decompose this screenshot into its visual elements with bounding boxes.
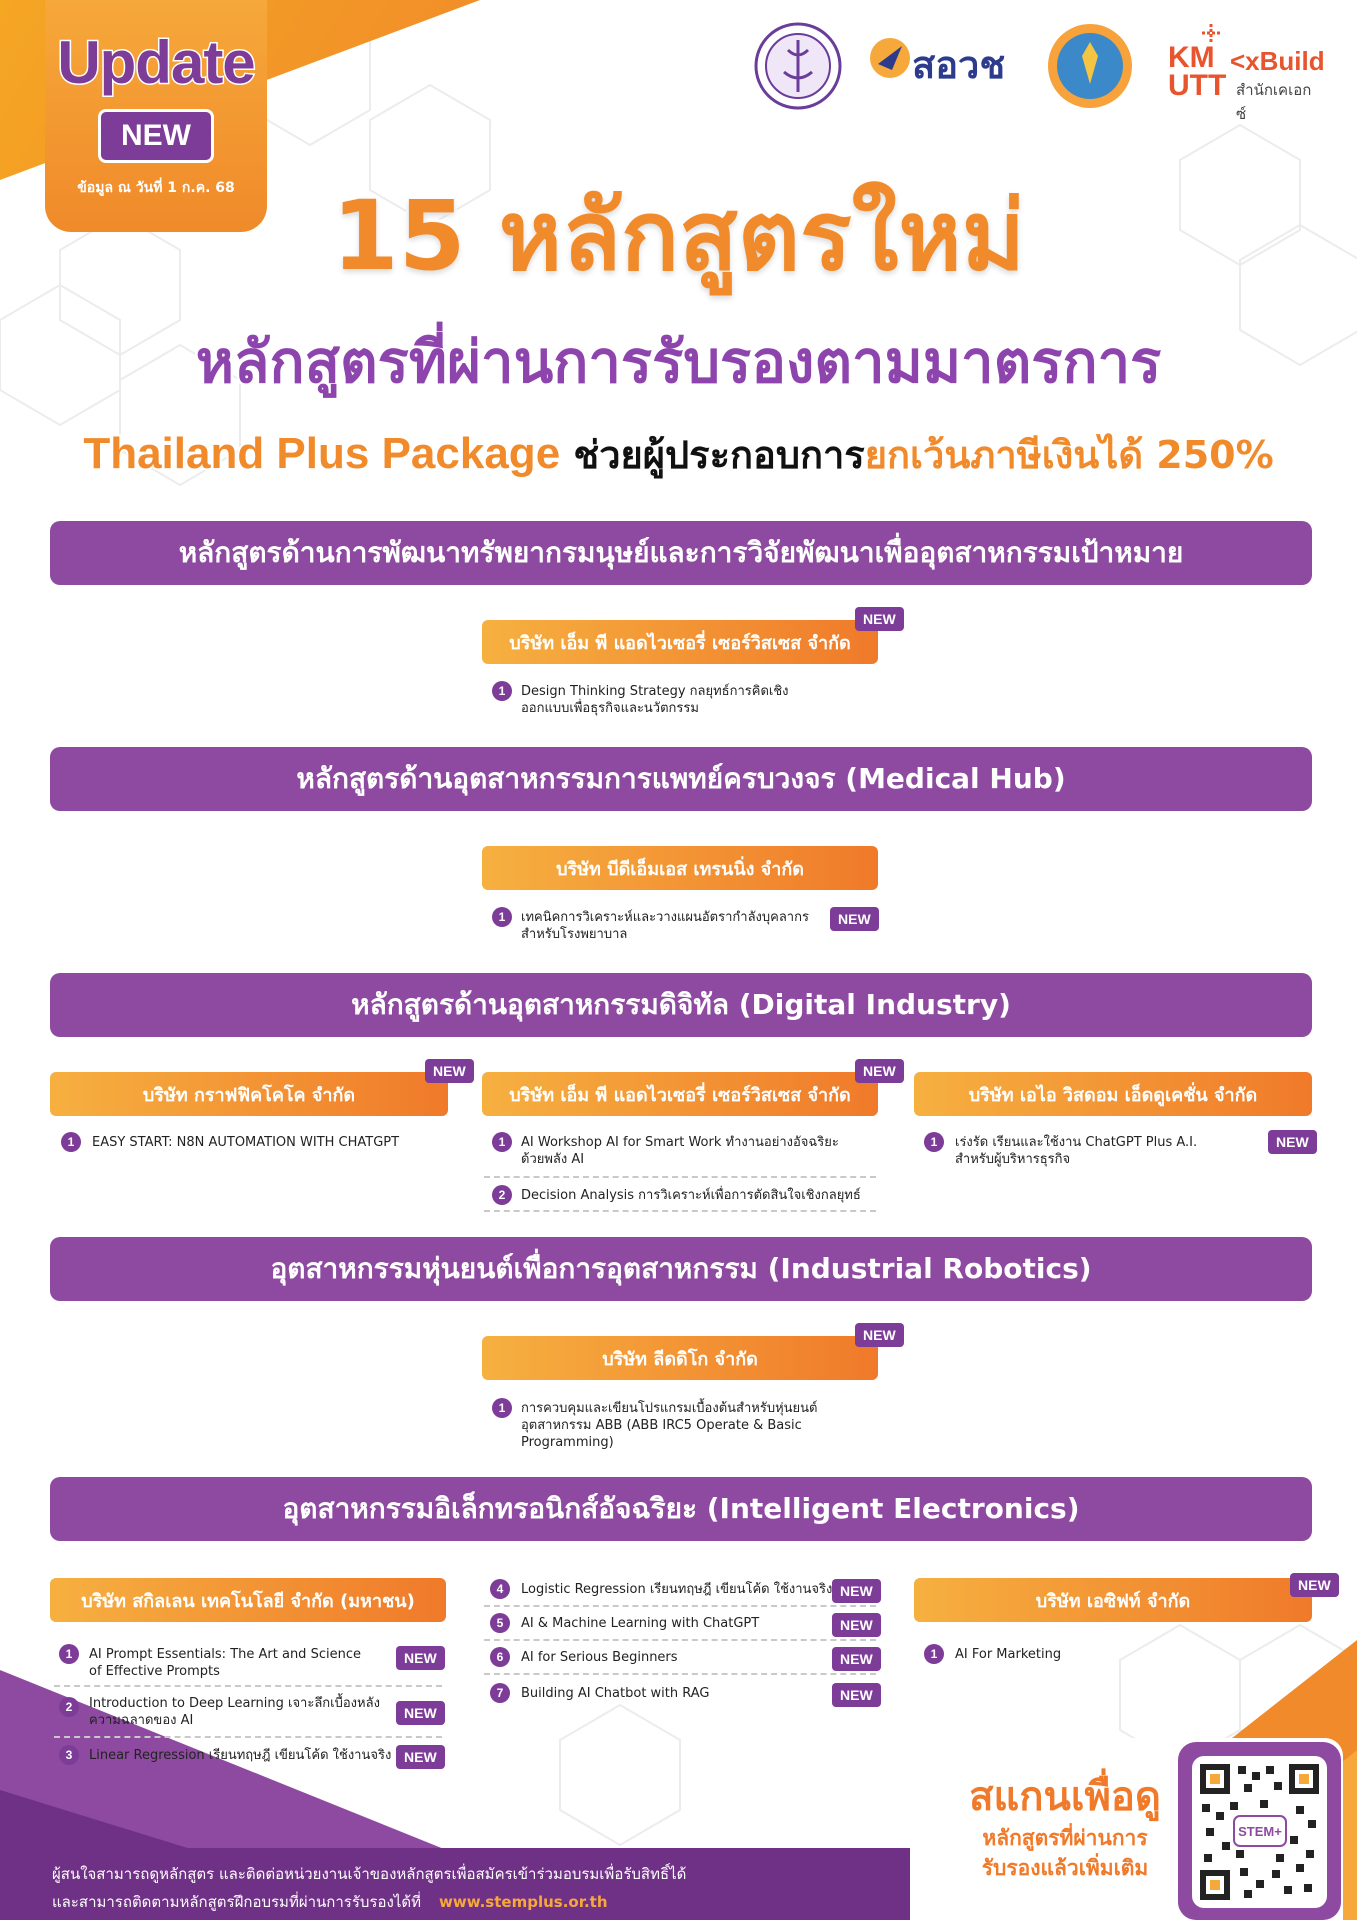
new-tag: NEW bbox=[855, 607, 904, 631]
course-number: 4 bbox=[490, 1579, 510, 1599]
company-skillane: บริษัท สกิลเลน เทคโนโลยี จำกัด (มหาชน) bbox=[50, 1578, 446, 1622]
new-tag: NEW bbox=[855, 1323, 904, 1347]
xbuild-subtitle: สำนักเคเอกซ์ bbox=[1236, 81, 1312, 123]
divider bbox=[484, 1639, 876, 1641]
course-line: Design Thinking Strategy กลยุทธ์การคิดเชิง bbox=[521, 684, 789, 699]
sorwor-arrow-logo bbox=[870, 36, 910, 80]
course-number: 1 bbox=[492, 1398, 512, 1418]
course-number: 1 bbox=[59, 1644, 79, 1664]
course-number: 2 bbox=[492, 1185, 512, 1205]
course-number: 1 bbox=[924, 1644, 944, 1664]
section-digital-industry: หลักสูตรด้านอุตสาหกรรมดิจิทัล (Digital Industry) bbox=[50, 973, 1312, 1037]
kmutt-logo: KM UTT bbox=[1168, 41, 1227, 102]
kmutt-plus-icon bbox=[1200, 22, 1222, 44]
course-line: of Effective Prompts bbox=[89, 1664, 220, 1679]
course-item[interactable] bbox=[521, 909, 809, 943]
course-line: สำหรับผู้บริหารธุรกิจ bbox=[955, 1152, 1071, 1167]
divider bbox=[484, 1673, 876, 1675]
qr-logo-text: STEM+ bbox=[1238, 1824, 1282, 1839]
course-line: การควบคุมและเขียนโปรแกรมเบื้องต้นสำหรับหุ่นยนต์ bbox=[521, 1401, 818, 1416]
course-line: อุตสาหกรรม ABB (ABB IRC5 Operate & Basic bbox=[521, 1418, 802, 1433]
course-item[interactable]: Decision Analysis การวิเคราะห์เพื่อการตัดสินใจเชิงกลยุทธ์ bbox=[521, 1188, 861, 1203]
course-number: 7 bbox=[490, 1683, 510, 1703]
course-line: AI Prompt Essentials: The Art and Science bbox=[89, 1647, 361, 1662]
company-ai-wisdom: บริษัท เอไอ วิสดอม เอ็ดดูเคชั่น จำกัด bbox=[914, 1072, 1312, 1116]
qr-code bbox=[1192, 1756, 1327, 1908]
course-line: ออกแบบเพื่อธุรกิจและนวัตกรรม bbox=[521, 701, 699, 716]
course-item[interactable]: Building AI Chatbot with RAG bbox=[521, 1686, 710, 1701]
footer-link[interactable]: www.stemplus.or.th bbox=[439, 1893, 608, 1911]
divider bbox=[484, 1210, 876, 1212]
new-tag: NEW bbox=[1290, 1573, 1339, 1597]
divider bbox=[484, 1176, 876, 1178]
new-tag: NEW bbox=[832, 1647, 881, 1671]
xbuild-logo: <xBuild bbox=[1230, 46, 1325, 76]
new-tag: NEW bbox=[832, 1579, 881, 1603]
course-item[interactable] bbox=[521, 1134, 839, 1168]
course-number: 3 bbox=[59, 1745, 79, 1765]
date-text: ข้อมูล ณ วันที่ 1 ก.ค. 68 bbox=[77, 180, 235, 196]
course-number: 1 bbox=[492, 1132, 512, 1152]
course-number: 6 bbox=[490, 1647, 510, 1667]
partner-logos bbox=[750, 22, 1325, 123]
main-title: 15 หลักสูตรใหม่ bbox=[331, 180, 1026, 292]
course-item[interactable]: AI & Machine Learning with ChatGPT bbox=[521, 1616, 760, 1631]
course-item[interactable]: EASY START: N8N AUTOMATION WITH CHATGPT bbox=[92, 1135, 400, 1150]
section-hr-rd: หลักสูตรด้านการพัฒนาทรัพยากรมนุษย์และการวิจัยพัฒนาเพื่ออุตสาหกรรมเป้าหมาย bbox=[50, 521, 1312, 585]
course-item[interactable] bbox=[89, 1695, 380, 1729]
sub-title: หลักสูตรที่ผ่านการรับรองตามมาตรการ bbox=[195, 328, 1162, 396]
course-number: 2 bbox=[59, 1697, 79, 1717]
new-tag: NEW bbox=[855, 1059, 904, 1083]
section-industrial-robotics: อุตสาหกรรมหุ่นยนต์เพื่อการอุตสาหกรรม (Industrial Robotics) bbox=[50, 1237, 1312, 1301]
sorwor-logo-text: สอวช bbox=[912, 43, 1006, 87]
course-item[interactable]: AI For Marketing bbox=[955, 1647, 1062, 1662]
new-tag: NEW bbox=[830, 907, 879, 931]
course-line: ความฉลาดของ AI bbox=[89, 1713, 194, 1728]
new-tag: NEW bbox=[425, 1059, 474, 1083]
course-line: Introduction to Deep Learning เจาะลึกเบื้องหลัง bbox=[89, 1696, 380, 1711]
course-line: AI Workshop AI for Smart Work ทำงานอย่างอัจฉริยะ bbox=[521, 1135, 839, 1150]
new-tag: NEW bbox=[396, 1701, 445, 1725]
section-intelligent-electronics: อุตสาหกรรมอิเล็กทรอนิกส์อัจฉริยะ (Intelligent Electronics) bbox=[50, 1477, 1312, 1541]
company-asift: บริษัท เอซิฟท์ จำกัด bbox=[914, 1578, 1312, 1622]
course-number: 5 bbox=[490, 1613, 510, 1633]
course-item[interactable]: Linear Regression เรียนทฤษฎี เขียนโค้ด ใช้งานจริง bbox=[89, 1748, 392, 1763]
royal-emblem-logo bbox=[1046, 22, 1134, 110]
divider bbox=[484, 1605, 876, 1607]
footer-line2 bbox=[52, 1890, 608, 1914]
package-title bbox=[0, 424, 1357, 485]
qr-code-frame[interactable] bbox=[1178, 1742, 1341, 1920]
scan-title: สแกนเพื่อดู bbox=[969, 1774, 1161, 1820]
company-graphicoco: บริษัท กราฟฟิคโคโค จำกัด bbox=[50, 1072, 448, 1116]
qr-code-icon bbox=[1200, 1764, 1319, 1900]
update-label: Update bbox=[57, 29, 255, 96]
new-tag: NEW bbox=[832, 1613, 881, 1637]
new-tag: NEW bbox=[832, 1683, 881, 1707]
course-item[interactable] bbox=[89, 1646, 361, 1680]
course-item[interactable] bbox=[521, 683, 789, 717]
course-item[interactable] bbox=[521, 1400, 817, 1451]
company-mp-advisory: บริษัท เอ็ม พี แอดไวเซอรี่ เซอร์วิสเซส จำกัด bbox=[482, 1072, 878, 1116]
course-number: 1 bbox=[492, 681, 512, 701]
course-number: 1 bbox=[492, 907, 512, 927]
new-pill: NEW bbox=[98, 109, 214, 163]
course-item[interactable]: Logistic Regression เรียนทฤษฎี เขียนโค้ด ใช้งานจริง bbox=[521, 1582, 833, 1597]
course-line: เทคนิคการวิเคราะห์และวางแผนอัตรากำลังบุคลากร bbox=[521, 910, 809, 925]
scan-subtitle bbox=[950, 1823, 1180, 1883]
footer-line1: ผู้สนใจสามารถดูหลักสูตร และติดต่อหน่วยงานเจ้าของหลักสูตรเพื่อสมัครเข้าร่วมอบรมเพื่อรับสิทธิ์ได้ bbox=[52, 1865, 687, 1883]
course-line: เร่งรัด เรียนและใช้งาน ChatGPT Plus A.I. bbox=[955, 1135, 1198, 1150]
course-item[interactable] bbox=[955, 1134, 1197, 1168]
ministry-seal-logo bbox=[754, 22, 842, 110]
new-tag: NEW bbox=[1268, 1130, 1317, 1154]
company-leadigo: บริษัท ลีดดิโก จำกัด bbox=[482, 1336, 878, 1380]
course-line: ด้วยพลัง AI bbox=[521, 1152, 585, 1167]
new-tag: NEW bbox=[396, 1646, 445, 1670]
divider bbox=[54, 1736, 442, 1738]
scan-line: หลักสูตรที่ผ่านการ bbox=[982, 1826, 1148, 1850]
new-tag: NEW bbox=[396, 1745, 445, 1769]
package-name: Thailand Plus Package bbox=[83, 429, 561, 478]
course-item[interactable]: AI for Serious Beginners bbox=[521, 1650, 678, 1665]
course-number: 1 bbox=[61, 1132, 81, 1152]
package-help: ช่วยผู้ประกอบการ bbox=[560, 433, 865, 477]
company-mp-advisory: บริษัท เอ็ม พี แอดไวเซอรี่ เซอร์วิสเซส จำกัด bbox=[482, 620, 878, 664]
scan-line: รับรองแล้วเพิ่มเติม bbox=[981, 1856, 1149, 1880]
course-number: 1 bbox=[924, 1132, 944, 1152]
footer-line2-text: และสามารถติดตามหลักสูตรฝึกอบรมที่ผ่านการรับรองได้ที่ bbox=[52, 1893, 421, 1911]
course-line: Programming) bbox=[521, 1435, 614, 1450]
section-medical-hub: หลักสูตรด้านอุตสาหกรรมการแพทย์ครบวงจร (Medical Hub) bbox=[50, 747, 1312, 811]
course-line: สำหรับโรงพยาบาล bbox=[521, 927, 628, 942]
divider bbox=[54, 1685, 442, 1687]
package-tax: ยกเว้นภาษีเงินได้ 250% bbox=[864, 433, 1274, 477]
company-bdms-training: บริษัท บีดีเอ็มเอส เทรนนิ่ง จำกัด bbox=[482, 846, 878, 890]
